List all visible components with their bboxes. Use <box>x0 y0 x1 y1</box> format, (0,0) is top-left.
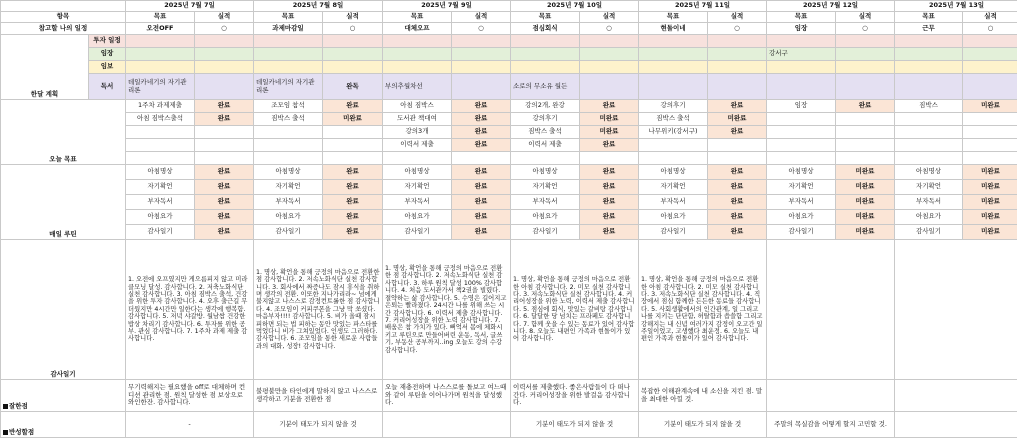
routine-result-cell[interactable]: 완료 <box>708 165 767 180</box>
today-result-cell[interactable]: 미완료 <box>708 113 767 126</box>
reading-result-cell[interactable] <box>963 74 1017 100</box>
monthly-result-cell[interactable] <box>452 61 511 74</box>
today-result-cell[interactable] <box>323 152 383 165</box>
routine-item-cell[interactable]: 아침명상 <box>383 165 452 180</box>
today-result-cell[interactable]: 완료 <box>452 126 511 139</box>
routine-result-cell[interactable]: 미완료 <box>963 195 1017 210</box>
today-result-cell[interactable]: 완료 <box>580 139 639 152</box>
checkbox-icon <box>3 430 8 435</box>
gratitude-text: 1. 명상, 확언을 통해 긍정의 마음으로 전환한 점 감사합니다. 2. 저속노화식단 실천 감사합니다. 3. 회사에서 짜증나도 잠시 휴식을 취하며 생각의 전환. 이또한 지나가리라~ 넘에게 불지않고 나스스로 감정컨트롤한 점 감사합니다. 4. 조모임이 커피쿠폰을 그냥 막 쏘셨다. 마음부자!!!! 감사합니다. 5. 비가 올때 잠시 피하면 되는 법 피하는 동안 맛있는 파스타를 먹었다니 비가 그쳐있었다. 인생도 그러하다. 감사합니다. 6. 조모임을 통한 새로운 사람들과의 대화, 성장! 감사합니다. <box>256 269 380 350</box>
today-goal-cell[interactable]: 1주차 과제제출 <box>126 100 195 113</box>
today-result-cell[interactable] <box>963 113 1017 126</box>
routine-item-cell[interactable]: 자기확언 <box>511 180 580 195</box>
monthly-goal-cell[interactable] <box>383 61 452 74</box>
routine-result-cell[interactable]: 완료 <box>580 165 639 180</box>
ref-goal-cell[interactable]: 임장 <box>767 23 836 35</box>
today-result-cell[interactable] <box>195 152 254 165</box>
today-result-cell[interactable] <box>836 139 895 152</box>
today-result-cell[interactable]: 미완료 <box>323 113 383 126</box>
today-goal-cell[interactable] <box>895 139 963 152</box>
reading-goal-cell[interactable]: 데일카네기의 자기관리론 <box>254 74 323 100</box>
routine-item-cell[interactable]: 감사일기 <box>126 225 195 240</box>
routine-item-cell[interactable]: 자기확언 <box>383 180 452 195</box>
sheet-row <box>1 139 1017 152</box>
routine-result-cell[interactable]: 미완료 <box>836 210 895 225</box>
monthly-sub-label: 임장 <box>89 48 126 61</box>
monthly-result-cell[interactable] <box>452 35 511 48</box>
good-cell[interactable]: 이력서를 제출했다. 좋은사람들이 다 떠나간다. 커리어성장을 위한 발걸음 감사합니다. <box>511 380 639 412</box>
monthly-goal-cell[interactable] <box>254 61 323 74</box>
monthly-result-cell[interactable] <box>195 48 254 61</box>
monthly-result-cell[interactable] <box>836 35 895 48</box>
good-cell[interactable]: 복잡한 이해관계속에 내 소신을 지킨 점. 말을 최대한 아낄 것. <box>639 380 767 412</box>
monthly-goal-cell[interactable] <box>383 35 452 48</box>
today-result-cell[interactable] <box>963 139 1017 152</box>
today-goal-cell[interactable]: 아침 짐박스 <box>383 100 452 113</box>
today-goal-cell[interactable] <box>383 152 452 165</box>
today-goal-cell[interactable]: 짐박스 출석 <box>254 113 323 126</box>
today-goal-cell[interactable]: 강의후기 <box>639 100 708 113</box>
today-result-cell[interactable]: 완료 <box>452 139 511 152</box>
today-result-cell[interactable]: 미완료 <box>963 100 1017 113</box>
monthly-goal-cell[interactable] <box>126 35 195 48</box>
today-result-cell[interactable] <box>195 126 254 139</box>
routine-item-cell[interactable]: 부자독서 <box>767 195 836 210</box>
routine-item-cell[interactable]: 감사일기 <box>383 225 452 240</box>
routine-result-cell[interactable]: 완료 <box>323 180 383 195</box>
reflect-cell[interactable]: - <box>126 412 254 438</box>
routine-result-cell[interactable]: 완료 <box>708 195 767 210</box>
result-col-header: 실적 <box>452 12 511 23</box>
today-goal-cell[interactable] <box>767 139 836 152</box>
routine-result-cell[interactable]: 완료 <box>195 225 254 240</box>
sheet-row <box>1 126 1017 139</box>
monthly-result-cell[interactable] <box>963 48 1017 61</box>
routine-result-cell[interactable]: 완료 <box>580 210 639 225</box>
today-goal-cell[interactable]: 이력서 제출 <box>511 139 580 152</box>
routine-item-cell[interactable]: 아침명상 <box>895 165 963 180</box>
routine-result-cell[interactable]: 완료 <box>452 195 511 210</box>
routine-item-cell[interactable]: 아침명상 <box>254 165 323 180</box>
reading-result-cell[interactable] <box>580 74 639 100</box>
today-goal-cell[interactable]: 도서관 책대여 <box>383 113 452 126</box>
reading-goal-cell[interactable]: 소로의 무소유 월든 <box>511 74 580 100</box>
routine-item-cell[interactable]: 감사일기 <box>895 225 963 240</box>
routine-result-cell[interactable]: 완료 <box>708 210 767 225</box>
ref-result-cell[interactable]: ○ <box>580 23 639 35</box>
monthly-result-cell[interactable] <box>195 35 254 48</box>
gratitude-text: 1. 명상, 확언을 통해 긍정의 마음으로 전환한 아침 감사합니다. 2. 미모 실천 감사합니다. 3. 저속노화식단 실천 감사합니다. 4. 직장에서 점심 함께한 든든한 동료들 감사합니다. 5. 사회생활에서의 인간관계, 일 그리고 나를 지키는 단단함, 허탈함과 씁쓸함 그리고 강해지는 내 신념 여러가지 감정이 오고간 일주일이었고, 고생했다 최운정. 6. 오늘도 내편인 가족과 현돌이가 있어 감사합니다. <box>641 276 764 343</box>
routine-result-cell[interactable]: 완료 <box>452 180 511 195</box>
ref-result-cell[interactable]: ○ <box>195 23 254 35</box>
today-goal-cell[interactable]: 강의2개, 완강 <box>511 100 580 113</box>
ref-goal-cell[interactable]: 점심회식 <box>511 23 580 35</box>
monthly-goal-cell[interactable] <box>639 61 708 74</box>
gratitude-text: 1. 명상, 확언을 통해 긍정의 마음으로 전환한 점 감사합니다. 2. 저속노화식단 실천 감사합니다. 3. 하루 원칙 달성 100% 감사합니다. 4. 처음 도서관가서 책2권을 빌렸다. 절약하는 삶 감사합니다. 5. 수영은 길어지고 은퇴는 빨라졌다. 24시간 나를 위해 쓰는 시간 감사합니다. 6. 이력서 제출 감사합니다. 7. 커리어성장을 위한 노력 감사합니다. 7. 배움은 참 가치가 있다. 뻐억서 몸에 체화시키고 루틴으로 만들어버린 운동, 독서, 글쓰기, 부동산 공부까지..ing 오늘도 강의 수강 감사합니다. <box>385 265 508 354</box>
monthly-goal-cell[interactable] <box>126 48 195 61</box>
monthly-goal-cell[interactable] <box>895 35 963 48</box>
routine-item-cell[interactable]: 자기확언 <box>254 180 323 195</box>
today-goal-cell[interactable]: 짐박스 <box>895 100 963 113</box>
routine-item-cell[interactable]: 아침요가 <box>126 210 195 225</box>
ref-goal-cell[interactable]: 과제마감일 <box>254 23 323 35</box>
date-header: 2025년 7월 13일 <box>895 1 1017 12</box>
routine-item-cell[interactable]: 부자독서 <box>383 195 452 210</box>
result-col-header: 실적 <box>836 12 895 23</box>
routine-item-cell[interactable]: 부자독서 <box>639 195 708 210</box>
item-label: 항목 <box>1 12 126 23</box>
sheet-row <box>1 113 1017 126</box>
routine-item-cell[interactable]: 자기확언 <box>895 180 963 195</box>
monthly-plan-label: 한달 계획 <box>1 35 89 100</box>
today-goal-cell[interactable] <box>126 152 195 165</box>
monthly-goal-cell[interactable] <box>126 61 195 74</box>
routine-item-cell[interactable]: 자기확언 <box>639 180 708 195</box>
ref-goal-cell[interactable]: 대체오프 <box>383 23 452 35</box>
monthly-goal-cell[interactable] <box>383 48 452 61</box>
today-result-cell[interactable]: 완료 <box>836 100 895 113</box>
monthly-goal-cell[interactable] <box>767 35 836 48</box>
reflect-cell[interactable]: 주말의 목실감을 어떻게 할지 고민할 것. <box>767 412 895 438</box>
today-goal-cell[interactable]: 짐박스 출석 <box>639 113 708 126</box>
monthly-goal-cell[interactable] <box>639 48 708 61</box>
monthly-goal-cell[interactable] <box>895 61 963 74</box>
sheet-row <box>1 180 1017 195</box>
today-goal-cell[interactable] <box>895 113 963 126</box>
sheet-row <box>1 165 1017 180</box>
monthly-goal-cell[interactable] <box>254 35 323 48</box>
goal-col-header: 목표 <box>767 12 836 23</box>
routine-result-cell[interactable]: 완료 <box>452 210 511 225</box>
good-cell[interactable]: 무기력해지는 필요했을 off로 대체하며 컨디션 관리한 점. 원칙 달성한 점 보상으로 와인한잔. 감사합니다. <box>126 380 254 412</box>
gratitude-cell[interactable] <box>895 240 1017 380</box>
goal-col-header: 목표 <box>383 12 452 23</box>
reflect-cell[interactable]: 기분이 태도가 되지 않을 것 <box>511 412 639 438</box>
today-result-cell[interactable]: 완료 <box>323 100 383 113</box>
today-result-cell[interactable] <box>836 113 895 126</box>
monthly-goal-cell[interactable] <box>254 48 323 61</box>
sheet-row <box>1 240 1017 380</box>
date-header: 2025년 7월 7일 <box>126 1 254 12</box>
today-result-cell[interactable] <box>836 152 895 165</box>
sheet-row <box>1 412 1017 438</box>
monthly-goal-cell[interactable] <box>511 48 580 61</box>
today-goal-cell[interactable] <box>767 152 836 165</box>
reflect-cell[interactable]: 기분이 태도가 되지 않을 것 <box>254 412 383 438</box>
monthly-goal-cell[interactable] <box>511 61 580 74</box>
date-header: 2025년 7월 11일 <box>639 1 767 12</box>
sheet-row <box>1 61 1017 74</box>
today-result-cell[interactable]: 미완료 <box>580 126 639 139</box>
routine-result-cell[interactable]: 완료 <box>323 225 383 240</box>
routine-result-cell[interactable]: 완료 <box>323 165 383 180</box>
sheet-row <box>1 12 1017 23</box>
ref-result-cell[interactable]: ○ <box>452 23 511 35</box>
sheet-row <box>1 48 1017 61</box>
corner-cell <box>1 1 126 12</box>
today-result-cell[interactable] <box>452 152 511 165</box>
date-header: 2025년 7월 8일 <box>254 1 383 12</box>
today-goal-cell[interactable] <box>254 126 323 139</box>
today-goal-cell[interactable]: 조모임 참석 <box>254 100 323 113</box>
routine-item-cell[interactable]: 아침명상 <box>511 165 580 180</box>
reflect-cell[interactable]: 기분이 태도가 되지 않을 것 <box>639 412 767 438</box>
reflect-cell[interactable] <box>895 412 1017 438</box>
goal-col-header: 목표 <box>639 12 708 23</box>
reading-result-cell[interactable] <box>452 74 511 100</box>
good-cell[interactable] <box>767 380 895 412</box>
today-result-cell[interactable] <box>708 152 767 165</box>
monthly-result-cell[interactable] <box>963 35 1017 48</box>
gratitude-cell[interactable] <box>767 240 895 380</box>
ref-schedule-label: 참고할 나의 일정 <box>1 23 126 35</box>
today-goal-cell[interactable] <box>639 152 708 165</box>
routine-item-cell[interactable]: 감사일기 <box>767 225 836 240</box>
lease-note-cell[interactable]: 강서구 <box>767 48 836 61</box>
monthly-result-cell[interactable] <box>580 35 639 48</box>
routine-result-cell[interactable]: 미완료 <box>836 180 895 195</box>
monthly-goal-cell[interactable] <box>895 48 963 61</box>
reflect-cell[interactable] <box>383 412 511 438</box>
result-col-header: 실적 <box>195 12 254 23</box>
date-header: 2025년 7월 10일 <box>511 1 639 12</box>
monthly-result-cell[interactable] <box>195 61 254 74</box>
goal-col-header: 목표 <box>254 12 323 23</box>
sheet-row <box>1 74 1017 100</box>
today-result-cell[interactable]: 미완료 <box>580 113 639 126</box>
reading-goal-cell[interactable] <box>895 74 963 100</box>
today-result-cell[interactable] <box>836 126 895 139</box>
today-goal-cell[interactable] <box>511 152 580 165</box>
routine-item-cell[interactable]: 아침명상 <box>767 165 836 180</box>
today-goal-cell[interactable]: 강의3개 <box>383 126 452 139</box>
routine-result-cell[interactable]: 완료 <box>580 195 639 210</box>
today-result-cell[interactable] <box>580 152 639 165</box>
monthly-result-cell[interactable] <box>580 48 639 61</box>
today-result-cell[interactable]: 완료 <box>195 100 254 113</box>
monthly-goal-cell[interactable] <box>639 35 708 48</box>
sheet-row <box>1 35 1017 48</box>
monthly-goal-cell[interactable] <box>767 61 836 74</box>
monthly-result-cell[interactable] <box>580 61 639 74</box>
today-goal-cell[interactable]: 나무위키(강서구) <box>639 126 708 139</box>
today-result-cell[interactable] <box>708 139 767 152</box>
good-cell[interactable]: 불평불만을 타인에게 말하지 않고 나스스로 생각하고 기분을 전환한 점 <box>254 380 383 412</box>
today-goal-cell[interactable] <box>126 126 195 139</box>
good-label: 잘한점 <box>9 402 28 410</box>
monthly-result-cell[interactable] <box>452 48 511 61</box>
monthly-sub-label: 투자 일정 <box>89 35 126 48</box>
routine-result-cell[interactable]: 미완료 <box>963 165 1017 180</box>
gratitude-cell[interactable] <box>639 240 767 380</box>
today-goal-cell[interactable]: 이력서 제출 <box>383 139 452 152</box>
routine-item-cell[interactable]: 아침요가 <box>383 210 452 225</box>
routine-result-cell[interactable]: 완료 <box>580 225 639 240</box>
gratitude-text: 1. 오전에 오프였지만 게으름피지 않고 미라클모닝 달성. 감사합니다. 2. 저축노화식단 실천 감사합니다. 3. 아침 짐박스 출석, 건강을 위한 투자 감사합니다. 4. 오후 출근길 무더웠지만 4시간만 일한다는 생각에 행복함. 감사합니다. 5. 저녁 샤갈방. 월남쌈 건강한 밥상 차리기 감사합니다. 6. 투자를 위한 공부. 관심 감사합니다. 7. 1주차 과제 제출 감사합니다. <box>128 276 251 343</box>
routine-item-cell[interactable]: 아침요가 <box>511 210 580 225</box>
today-result-cell[interactable] <box>195 139 254 152</box>
today-result-cell[interactable] <box>323 126 383 139</box>
routine-result-cell[interactable]: 미완료 <box>836 165 895 180</box>
routine-result-cell[interactable]: 미완료 <box>836 195 895 210</box>
lease-result-cell[interactable] <box>836 48 895 61</box>
routine-result-cell[interactable]: 완료 <box>195 195 254 210</box>
monthly-sub-label: 독서 <box>89 74 126 100</box>
result-col-header: 실적 <box>963 12 1017 23</box>
routine-result-cell[interactable]: 미완료 <box>836 225 895 240</box>
routine-item-cell[interactable]: 부자독서 <box>126 195 195 210</box>
good-label-cell <box>1 380 126 412</box>
today-goal-cell[interactable] <box>767 113 836 126</box>
today-goal-cell[interactable]: 강의후기 <box>511 113 580 126</box>
ref-goal-cell[interactable]: 근무 <box>895 23 963 35</box>
routine-result-cell[interactable]: 완료 <box>195 210 254 225</box>
today-goal-label: 오늘 목표 <box>1 100 126 165</box>
sheet-row <box>1 225 1017 240</box>
routine-item-cell[interactable]: 감사일기 <box>639 225 708 240</box>
daily-routine-label: 매일 루틴 <box>1 165 126 240</box>
reading-goal-cell[interactable]: 데일카네기의 자기관리론 <box>126 74 195 100</box>
gratitude-text: 1. 명상, 확언을 통해 긍정의 마음으로 전환한 아침 감사합니다. 2. 미모 실천 감사합니다. 3. 저속노화식단 실천 감사합니다. 4. 커리어성장을 위한 노력, 이력서 제출 감사합니다. 5. 점심에 회식, 맛있는 갈비탕 감사합니다. 6. 달달한 당 넘치는 프라페도 감사합니다. 7. 함께 웃을 수 있는 동료가 있어 감사합니다. 8. 오늘도 내편인 가족과 현돌이가 있어 감사합니다. <box>513 276 636 343</box>
reading-result-cell[interactable] <box>708 74 767 100</box>
good-cell[interactable]: 오늘 재충전하며 나스스로를 돌보고 여느때와 같이 루틴을 이어나가며 원칙을 달성했다. <box>383 380 511 412</box>
ref-result-cell[interactable]: ○ <box>708 23 767 35</box>
today-result-cell[interactable] <box>323 139 383 152</box>
today-goal-cell[interactable]: 임장 <box>767 100 836 113</box>
good-cell[interactable] <box>895 380 1017 412</box>
routine-result-cell[interactable]: 미완료 <box>963 180 1017 195</box>
monthly-goal-cell[interactable] <box>511 35 580 48</box>
routine-item-cell[interactable]: 감사일기 <box>511 225 580 240</box>
routine-item-cell[interactable]: 아침요가 <box>254 210 323 225</box>
sheet-row <box>1 195 1017 210</box>
monthly-result-cell[interactable] <box>708 61 767 74</box>
today-result-cell[interactable]: 완료 <box>708 100 767 113</box>
routine-result-cell[interactable]: 완료 <box>195 180 254 195</box>
routine-item-cell[interactable]: 감사일기 <box>254 225 323 240</box>
reading-result-cell[interactable]: 완독 <box>323 74 383 100</box>
reflect-label: 반성할점 <box>9 428 34 436</box>
reading-goal-cell[interactable]: 부의추월차선 <box>383 74 452 100</box>
today-goal-cell[interactable] <box>767 126 836 139</box>
goal-col-header: 목표 <box>895 12 963 23</box>
routine-result-cell[interactable]: 완료 <box>323 210 383 225</box>
routine-result-cell[interactable]: 완료 <box>580 180 639 195</box>
monthly-result-cell[interactable] <box>708 35 767 48</box>
reading-goal-cell[interactable] <box>767 74 836 100</box>
today-result-cell[interactable] <box>963 126 1017 139</box>
sheet-row <box>1 152 1017 165</box>
monthly-result-cell[interactable] <box>963 61 1017 74</box>
result-col-header: 실적 <box>323 12 383 23</box>
routine-result-cell[interactable]: 완료 <box>452 225 511 240</box>
monthly-result-cell[interactable] <box>323 35 383 48</box>
goal-col-header: 목표 <box>126 12 195 23</box>
routine-item-cell[interactable]: 아침요가 <box>767 210 836 225</box>
monthly-sub-label: 임보 <box>89 61 126 74</box>
date-header: 2025년 7월 9일 <box>383 1 511 12</box>
today-goal-cell[interactable] <box>895 126 963 139</box>
goal-col-header: 목표 <box>511 12 580 23</box>
routine-item-cell[interactable]: 아침명상 <box>126 165 195 180</box>
routine-result-cell[interactable]: 완료 <box>323 195 383 210</box>
today-goal-cell[interactable] <box>639 139 708 152</box>
monthly-result-cell[interactable] <box>323 61 383 74</box>
today-result-cell[interactable] <box>963 152 1017 165</box>
reflect-label-cell <box>1 412 126 438</box>
routine-item-cell[interactable]: 부자독서 <box>511 195 580 210</box>
ref-result-cell[interactable]: ○ <box>323 23 383 35</box>
date-header: 2025년 7월 12일 <box>767 1 895 12</box>
routine-item-cell[interactable]: 자기확언 <box>767 180 836 195</box>
today-result-cell[interactable]: 완료 <box>580 100 639 113</box>
ref-goal-cell[interactable]: 현돌이네 <box>639 23 708 35</box>
today-result-cell[interactable]: 완료 <box>452 113 511 126</box>
reading-result-cell[interactable] <box>836 74 895 100</box>
sheet-row <box>1 1 1017 12</box>
sheet-row <box>1 210 1017 225</box>
today-result-cell[interactable]: 완료 <box>195 113 254 126</box>
routine-item-cell[interactable]: 아침요가 <box>895 210 963 225</box>
reading-result-cell[interactable] <box>195 74 254 100</box>
monthly-result-cell[interactable] <box>708 48 767 61</box>
gratitude-cell[interactable] <box>254 240 383 380</box>
reading-goal-cell[interactable] <box>639 74 708 100</box>
routine-item-cell[interactable]: 아침요가 <box>639 210 708 225</box>
routine-result-cell[interactable]: 완료 <box>195 165 254 180</box>
gratitude-label: 감사일기 <box>1 240 126 380</box>
today-goal-cell[interactable] <box>254 152 323 165</box>
ref-result-cell[interactable]: ○ <box>836 23 895 35</box>
sheet-row <box>1 100 1017 113</box>
routine-result-cell[interactable]: 완료 <box>452 165 511 180</box>
today-goal-cell[interactable] <box>126 139 195 152</box>
monthly-result-cell[interactable] <box>836 61 895 74</box>
routine-item-cell[interactable]: 부자독서 <box>254 195 323 210</box>
gratitude-cell[interactable] <box>383 240 511 380</box>
monthly-result-cell[interactable] <box>323 48 383 61</box>
sheet-row <box>1 380 1017 412</box>
today-result-cell[interactable]: 완료 <box>452 100 511 113</box>
routine-result-cell[interactable]: 완료 <box>708 180 767 195</box>
result-col-header: 실적 <box>708 12 767 23</box>
routine-result-cell[interactable]: 미완료 <box>963 210 1017 225</box>
routine-result-cell[interactable]: 미완료 <box>963 225 1017 240</box>
routine-result-cell[interactable]: 완료 <box>708 225 767 240</box>
today-goal-cell[interactable] <box>895 152 963 165</box>
today-goal-cell[interactable] <box>254 139 323 152</box>
routine-item-cell[interactable]: 자기확언 <box>126 180 195 195</box>
today-result-cell[interactable]: 완료 <box>708 126 767 139</box>
today-goal-cell[interactable]: 짐박스 출석 <box>511 126 580 139</box>
gratitude-cell[interactable] <box>126 240 254 380</box>
ref-goal-cell[interactable]: 오전OFF <box>126 23 195 35</box>
gratitude-cell[interactable] <box>511 240 639 380</box>
routine-item-cell[interactable]: 아침명상 <box>639 165 708 180</box>
sheet-row <box>1 23 1017 35</box>
today-goal-cell[interactable]: 아침 짐박스출석 <box>126 113 195 126</box>
ref-result-cell[interactable]: ○ <box>963 23 1017 35</box>
checkbox-icon <box>3 404 8 409</box>
result-col-header: 실적 <box>580 12 639 23</box>
routine-item-cell[interactable]: 부자독서 <box>895 195 963 210</box>
